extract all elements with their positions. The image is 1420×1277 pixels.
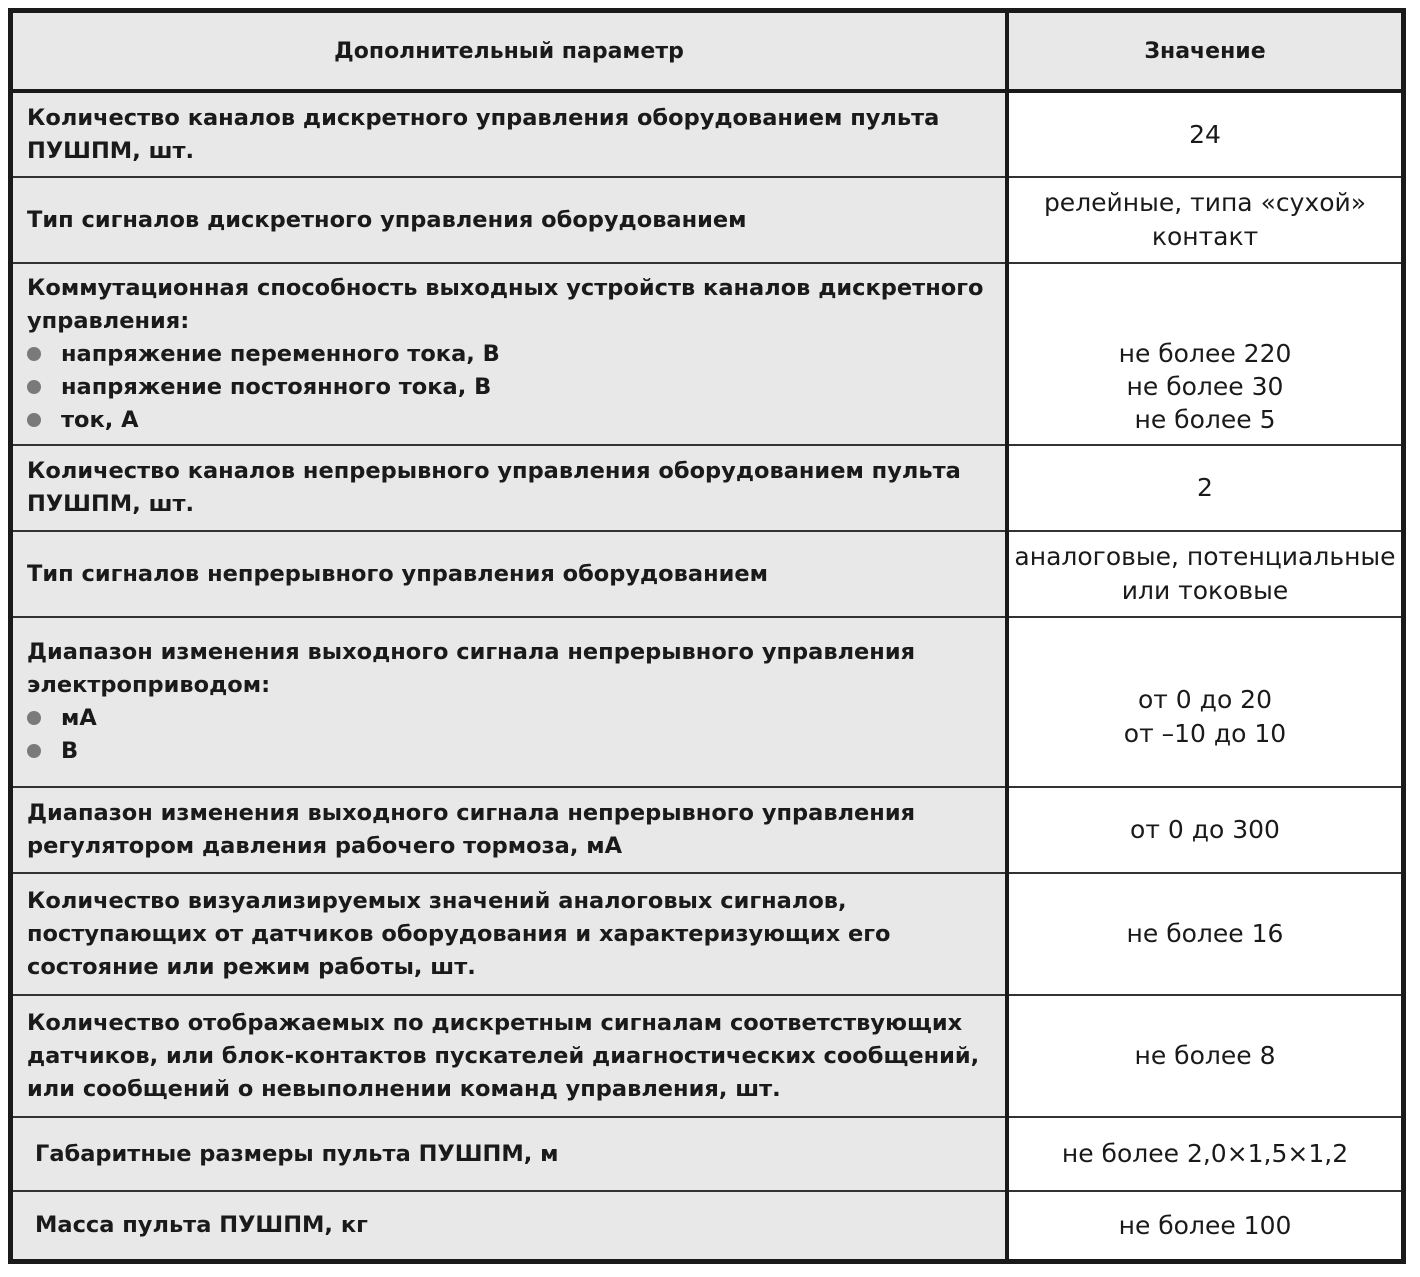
param-cell: [13, 445, 1007, 531]
table-row: [13, 787, 1401, 873]
param-text: Количество каналов дискретного управления оборудованием пульта ПУШПМ, шт.: [27, 104, 940, 164]
table-row: [13, 531, 1401, 617]
value-cell: [1007, 873, 1401, 995]
value-text: релейные, типа «сухой»: [1043, 188, 1367, 217]
param-cell: [13, 1117, 1007, 1191]
bullet-icon: [27, 711, 41, 725]
param-text: Тип сигналов дискретного управления оборудованием: [27, 206, 747, 233]
value-text: не более 30: [1126, 371, 1284, 401]
bullet-icon: [27, 744, 41, 758]
param-bullet-list: [27, 702, 997, 768]
table-row: [13, 91, 1401, 177]
value-text: контакт: [1151, 222, 1259, 251]
value-cell: [1007, 995, 1401, 1117]
bullet-text: напряжение переменного тока, В: [61, 340, 500, 367]
param-text: Количество каналов непрерывного управления оборудованием пульта ПУШПМ, шт.: [27, 458, 961, 517]
param-cell: [13, 1191, 1007, 1259]
value-text: не более 8: [1134, 1041, 1276, 1070]
table-row: [13, 873, 1401, 995]
param-cell: [13, 787, 1007, 873]
value-text: не более 100: [1118, 1210, 1292, 1240]
table-row: [13, 995, 1401, 1117]
param-cell: [13, 617, 1007, 787]
bullet-text: мА: [61, 705, 97, 731]
param-text: Количество отображаемых по дискретным сигналам соответствующих датчиков, или блок-контактов пускателей диагностических сообщений, или сообщений о невыполнении команд управления, шт.: [27, 1009, 980, 1102]
spec-table: [13, 13, 1401, 1259]
value-cell: [1007, 787, 1401, 873]
value-text: 24: [1189, 119, 1221, 149]
value-text: не более 5: [1134, 404, 1276, 434]
value-cell: [1007, 1191, 1401, 1259]
param-text: Масса пульта ПУШПМ, кг: [35, 1212, 368, 1238]
bullet-text: ток, А: [61, 406, 139, 433]
param-bullet-list: [27, 338, 997, 437]
list-item: [27, 404, 997, 437]
param-cell: [13, 531, 1007, 617]
bullet-icon: [27, 380, 41, 394]
bullet-text: В: [61, 738, 79, 764]
value-text: от 0 до 300: [1130, 815, 1280, 844]
value-cell: [1007, 531, 1401, 617]
table-row: [13, 177, 1401, 263]
bullet-icon: [27, 347, 41, 361]
list-item: [27, 735, 997, 768]
value-text: не более 16: [1126, 919, 1284, 948]
list-item: [27, 338, 997, 371]
column-header-param: Дополнительный параметр: [13, 13, 1007, 91]
table-row: [13, 1117, 1401, 1191]
table-header-row: [13, 13, 1401, 91]
value-cell: [1007, 91, 1401, 177]
bullet-icon: [27, 413, 41, 427]
value-text: 2: [1197, 473, 1213, 502]
table-row: [13, 617, 1401, 787]
spec-table-frame: [8, 8, 1406, 1264]
value-cell: [1007, 445, 1401, 531]
value-text: от 0 до 20: [1138, 685, 1272, 714]
param-cell: [13, 91, 1007, 177]
param-cell: [13, 263, 1007, 445]
column-header-value: Значение: [1007, 13, 1401, 91]
table-row: [13, 263, 1401, 445]
param-text: Диапазон изменения выходного сигнала непрерывного управления регулятором давления рабочего тормоза, мА: [27, 800, 916, 859]
value-text: от –10 до 10: [1123, 719, 1287, 748]
param-cell: [13, 873, 1007, 995]
table-row: [13, 1191, 1401, 1259]
param-text: Количество визуализируемых значений аналоговых сигналов, поступающих от датчиков оборудования и характеризующих его состояние или режим работы, шт.: [27, 887, 891, 980]
param-text: Диапазон изменения выходного сигнала непрерывного управления электроприводом:: [27, 639, 916, 698]
value-cell: [1007, 263, 1401, 445]
list-item: [27, 702, 997, 735]
value-text: или токовые: [1121, 576, 1289, 605]
value-text: не более 220: [1118, 338, 1292, 368]
value-text: не более 2,0×1,5×1,2: [1061, 1139, 1349, 1168]
value-cell: [1007, 617, 1401, 787]
list-item: [27, 371, 997, 404]
bullet-text: напряжение постоянного тока, В: [61, 373, 492, 400]
param-text: Коммутационная способность выходных устройств каналов дискретного управления:: [27, 274, 984, 334]
value-text: аналоговые, потенциальные: [1014, 542, 1396, 571]
param-cell: [13, 177, 1007, 263]
table-row: [13, 445, 1401, 531]
value-cell: [1007, 177, 1401, 263]
param-text: Габаритные размеры пульта ПУШПМ, м: [35, 1140, 559, 1167]
param-text: Тип сигналов непрерывного управления оборудованием: [27, 560, 769, 587]
value-cell: [1007, 1117, 1401, 1191]
param-cell: [13, 995, 1007, 1117]
